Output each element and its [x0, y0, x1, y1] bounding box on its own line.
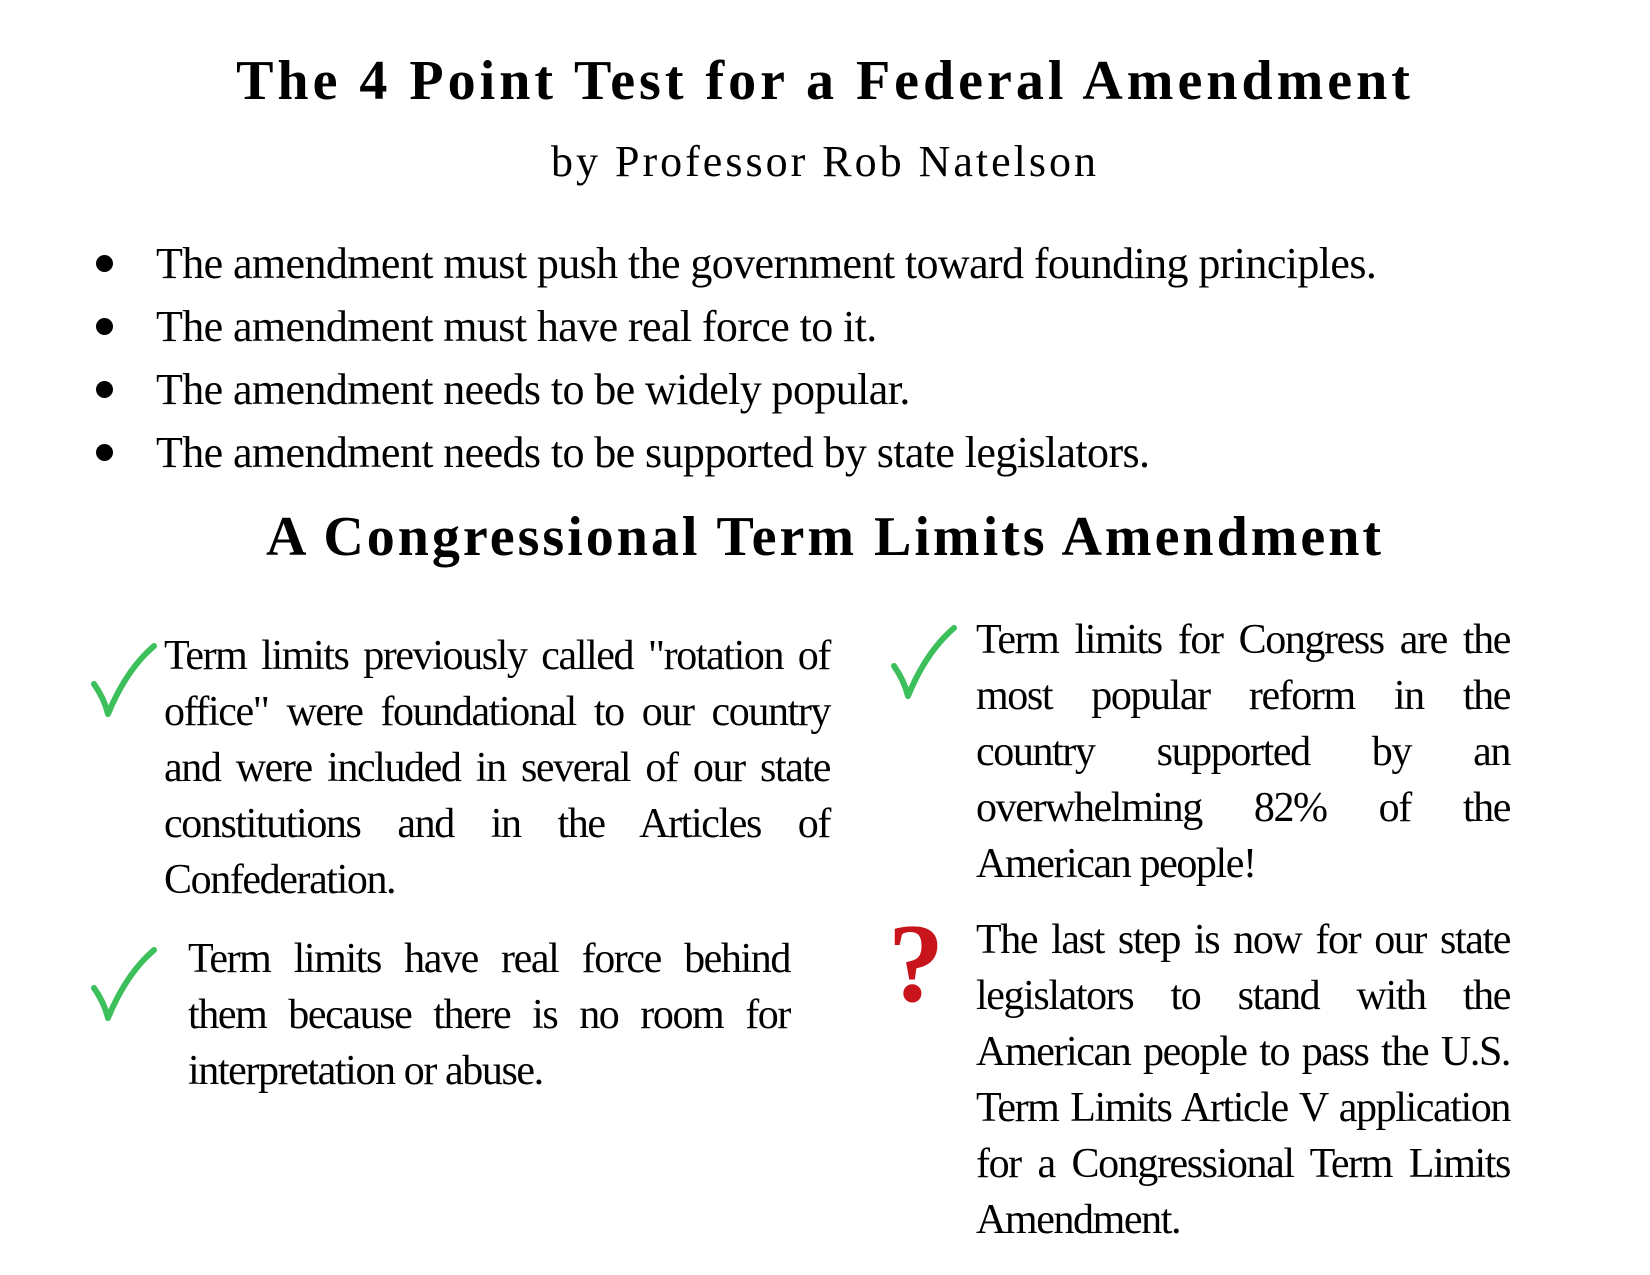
criterion-real-force: Term limits have real force behind them because there is no room for interpretation or abuse.	[188, 936, 790, 1094]
test-points-list	[88, 232, 1376, 484]
bullet-icon	[96, 255, 113, 272]
test-point	[88, 295, 1376, 358]
bullet-icon	[96, 444, 113, 461]
page-title: The 4 Point Test for a Federal Amendment	[236, 50, 1414, 112]
test-point-text: The amendment must push the government toward founding principles.	[156, 239, 1377, 288]
test-point-text: The amendment needs to be widely popular.	[156, 365, 910, 414]
bullet-icon	[96, 318, 113, 335]
test-point	[88, 232, 1376, 295]
test-point-text: The amendment must have real force to it.	[156, 302, 877, 351]
test-point	[88, 421, 1376, 484]
criterion-widely-popular: Term limits for Congress are the most popular reform in the country supported by an overwhelming 82% of the American people!	[976, 617, 1510, 887]
checkmark-icon	[888, 622, 958, 702]
author-byline: by Professor Rob Natelson	[551, 137, 1099, 186]
test-point-text: The amendment needs to be supported by state legislators.	[156, 428, 1150, 477]
checkmark-icon	[88, 640, 158, 720]
checkmark-icon	[88, 944, 158, 1024]
criterion-founding-principles: Term limits previously called "rotation of office" were foundational to our country and were included in several of our state constitutions and in the Articles of Confederation.	[164, 633, 830, 903]
test-point	[88, 358, 1376, 421]
section-heading: A Congressional Term Limits Amendment	[265, 506, 1385, 568]
question-mark-icon: ?	[888, 902, 944, 1026]
bullet-icon	[96, 381, 113, 398]
criterion-state-legislators: The last step is now for our state legislators to stand with the American people to pass the U.S. Term Limits Article V application for a Congressional Term Limits Amendment.	[976, 917, 1510, 1243]
